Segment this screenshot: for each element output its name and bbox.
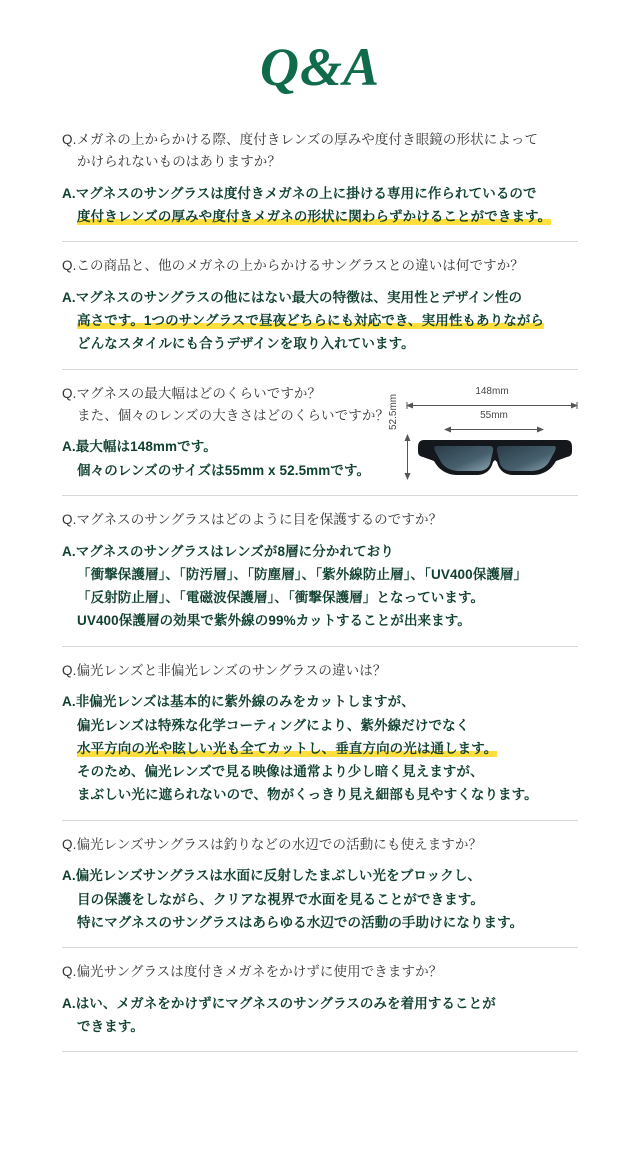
answer-group — [62, 992, 578, 1038]
question-line: Q.偏光レンズと非偏光レンズのサングラスの違いは？ — [62, 662, 387, 678]
question-line: Q.この商品と、他のメガネの上からかけるサングラスとの違いは何ですか？ — [62, 258, 524, 274]
figure-lens-width-label: 55mm — [480, 409, 508, 421]
answer-text: A.はい、メガネをかけずにマグネスのサングラスのみを着用することが — [62, 995, 496, 1011]
answer-line — [62, 992, 578, 1015]
answer-group — [62, 540, 578, 633]
answer-text: そのため、偏光レンズで見る映像は通常より少し暗く見えますが、 — [77, 764, 484, 780]
height-arrow-icon — [404, 434, 411, 480]
answer-line — [62, 1015, 578, 1038]
figure-width-label: 148mm — [475, 385, 509, 397]
answer-line — [62, 332, 578, 355]
qa-block — [62, 116, 578, 241]
answer-text: A.マグネスのサングラスは度付きメガネの上に掛ける専用に作られているので — [62, 185, 537, 201]
answer-text: まぶしい光に遮られないので、物がくっきり見え細部も見やすくなります。 — [77, 787, 538, 803]
answer-line — [62, 563, 578, 586]
question-line: Q.偏光サングラスは度付きメガネをかけずに使用できますか？ — [62, 964, 443, 980]
answer-text: A.偏光レンズサングラスは水面に反射したまぶしい光をブロックし、 — [62, 868, 482, 884]
answer-line — [62, 737, 578, 760]
answer-line — [62, 309, 578, 332]
answer-text: 「反射防止層」、「電磁波保護層」、「衝撃保護層」となっています。 — [77, 590, 485, 606]
answer-line — [62, 760, 578, 783]
answer-line — [62, 182, 578, 205]
answer-line — [62, 690, 578, 713]
answer-text: 個々のレンズのサイズは55mm x 52.5mmです。 — [77, 462, 371, 478]
answer-text: どんなスタイルにも合うデザインを取り入れています。 — [77, 336, 415, 352]
highlighted-text: 度付きレンズの厚みや度付きメガネの形状に関わらずかけることができます。 — [77, 208, 552, 224]
width-arrow-icon — [406, 402, 578, 409]
answer-line — [62, 586, 578, 609]
answer-text: A.非偏光レンズは基本的に紫外線のみをカットしますが、 — [62, 694, 415, 710]
answer-text: 目の保護をしながら、クリアな視界で水面を見ることができます。 — [77, 891, 484, 907]
answer-group — [62, 182, 578, 228]
answer-line — [62, 888, 578, 911]
answer-text: A.マグネスのサングラスの他にはない最大の特徴は、実用性とデザイン性の — [62, 290, 523, 306]
qa-block — [62, 947, 578, 1052]
answer-line — [62, 911, 578, 934]
qa-block — [62, 820, 578, 948]
footer-spacer — [0, 1072, 640, 1096]
question-line: Q.マグネスの最大幅はどのくらいですか？ — [62, 385, 322, 401]
highlighted-text: 高さです。1つのサングラスで昼夜どちらにも対応でき、実用性もありながら — [77, 313, 545, 329]
question-line: また、個々のレンズの大きさはどのくらいですか？ — [77, 407, 390, 423]
answer-line — [62, 864, 578, 887]
figure-height-label: 52.5mm — [388, 393, 399, 430]
answer-line — [62, 540, 578, 563]
answer-line — [62, 783, 578, 806]
answer-text: 偏光レンズは特殊な化学コーティングにより、紫外線だけでなく — [77, 717, 470, 733]
answer-group — [62, 864, 578, 934]
qa-block — [62, 241, 578, 369]
qa-list — [0, 116, 640, 1072]
answer-text: 特にマグネスのサングラスはあらゆる水辺での活動の手助けになります。 — [77, 914, 524, 930]
qa-block — [62, 495, 578, 646]
answer-text: UV400保護層の効果で紫外線の99%カットすることが出来ます。 — [77, 613, 471, 629]
page-title: Q&A — [259, 37, 381, 97]
qa-block — [62, 646, 578, 820]
answer-line — [62, 205, 578, 228]
answer-line — [62, 609, 578, 632]
answer-group — [62, 286, 578, 356]
question-line: かけられないものはありますか？ — [77, 153, 281, 169]
answer-group — [62, 690, 578, 806]
answer-text: 「衝撃保護層」、「防汚層」、「防塵層」、「紫外線防止層」、「UV400保護層」 — [77, 566, 528, 582]
lens-width-arrow-icon — [444, 426, 544, 433]
question-line: Q.マグネスのサングラスはどのように目を保護するのですか？ — [62, 511, 443, 527]
answer-text: できます。 — [77, 1019, 144, 1035]
answer-line — [62, 714, 578, 737]
qa-block — [62, 369, 578, 495]
sunglasses-dimensions-figure — [388, 385, 582, 494]
question-line: Q.偏光レンズサングラスは釣りなどの水辺での活動にも使えますか？ — [62, 836, 483, 852]
sunglasses-illustration-icon — [416, 434, 574, 482]
question-line: Q.メガネの上からかける際、度付きレンズの厚みや度付き眼鏡の形状によって — [62, 132, 539, 147]
highlighted-text: 水平方向の光や眩しい光も全てカットし、垂直方向の光は通します。 — [77, 740, 498, 756]
answer-line — [62, 286, 578, 309]
answer-text: A.最大幅は148mmです。 — [62, 439, 217, 455]
answer-text: A.マグネスのサングラスはレンズが8層に分かれており — [62, 543, 394, 559]
